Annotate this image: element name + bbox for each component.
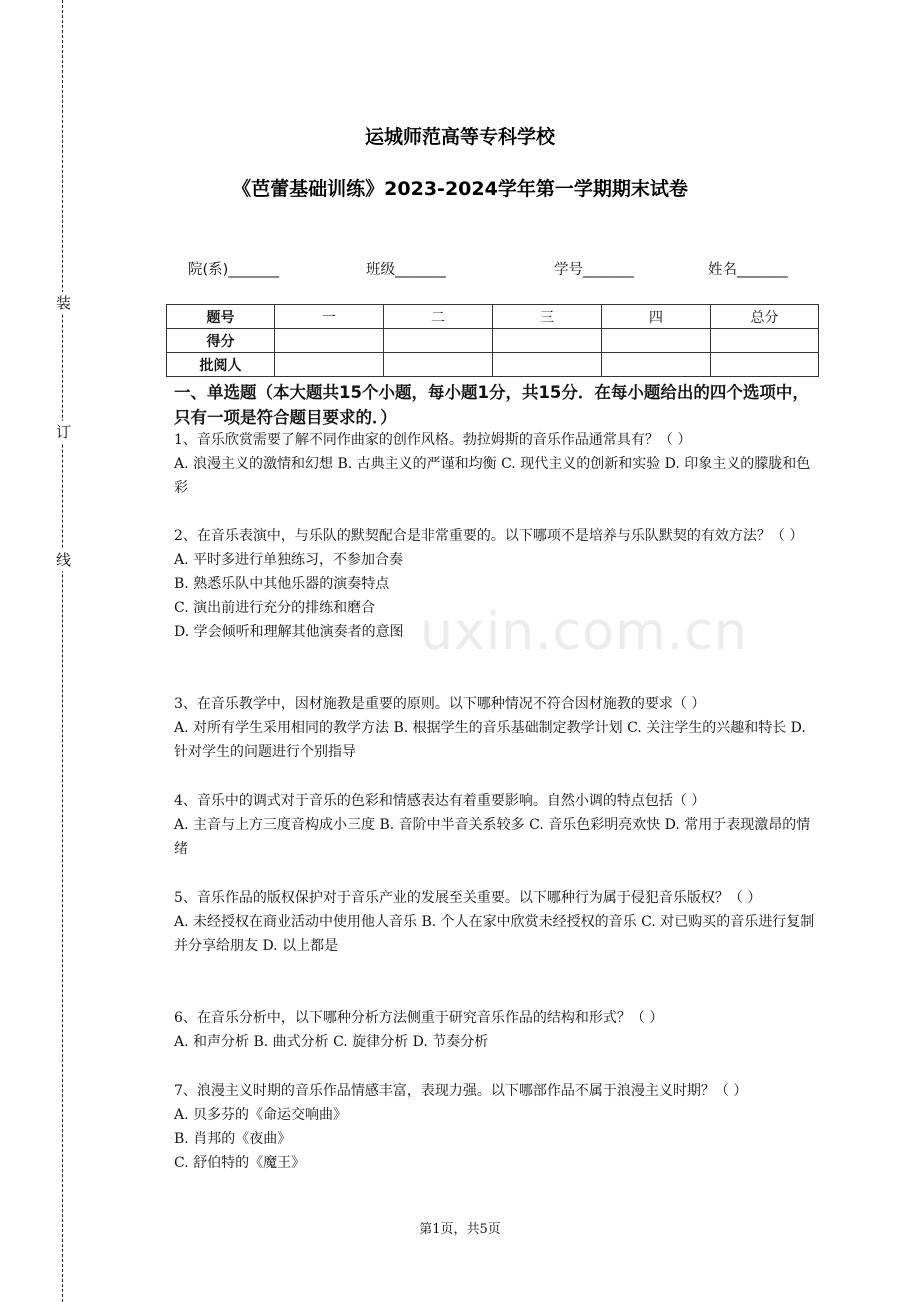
section-title: 一、单选题（本大题共15个小题，每小题1分，共15分．在每小题给出的四个选项中，只有一项是符合题目要求的．） [174, 383, 809, 427]
score-cell [602, 329, 711, 353]
score-table-row [167, 353, 819, 377]
question-stem: 1、音乐欣赏需要了解不同作曲家的创作风格。勃拉姆斯的音乐作品通常具有？（ ） [174, 432, 692, 448]
score-cell: 一 [275, 305, 384, 329]
question-stem: 2、在音乐表演中，与乐队的默契配合是非常重要的。以下哪项不是培养与乐队默契的有效方法？（ ） [174, 528, 804, 544]
score-table-row [167, 329, 819, 353]
question-stem: 7、浪漫主义时期的音乐作品情感丰富，表现力强。以下哪部作品不属于浪漫主义时期？（ ） [174, 1083, 748, 1099]
question-options: A. 对所有学生采用相同的教学方法 B. 根据学生的音乐基础制定教学计划 C. 关注学生的兴趣和特长 D. 针对学生的问题进行个别指导 [174, 720, 806, 760]
binding-char-zhuang: 装 [56, 294, 72, 312]
question-4 [174, 789, 820, 861]
score-table [166, 304, 819, 377]
info-department: 院(系)_______ [188, 262, 280, 278]
question-5 [174, 886, 820, 958]
score-cell [711, 329, 819, 353]
score-cell [384, 329, 493, 353]
question-7 [174, 1079, 820, 1175]
binding-char-xian: 线 [56, 551, 72, 569]
question-option: B. 肖邦的《夜曲》 [174, 1131, 292, 1147]
score-cell [493, 353, 602, 377]
question-options: A. 主音与上方三度音构成小三度 B. 音阶中半音关系较多 C. 音乐色彩明亮欢快 D. 常用于表现激昂的情绪 [174, 817, 811, 857]
info-class: 班级_______ [366, 262, 446, 278]
question-stem: 4、音乐中的调式对于音乐的色彩和情感表达有着重要影响。自然小调的特点包括（ ） [174, 793, 706, 809]
question-option: B. 熟悉乐队中其他乐器的演奏特点 [174, 576, 390, 592]
score-cell: 四 [602, 305, 711, 329]
question-option: A. 平时多进行单独练习，不参加合奏 [174, 552, 404, 568]
question-stem: 6、在音乐分析中，以下哪种分析方法侧重于研究音乐作品的结构和形式？（ ） [174, 1010, 664, 1026]
score-cell: 总分 [711, 305, 819, 329]
binding-char-ding: 订 [56, 423, 72, 441]
score-cell [384, 353, 493, 377]
score-cell [711, 353, 819, 377]
exam-title: 《芭蕾基础训练》2023-2024学年第一学期期末试卷 [232, 178, 688, 200]
school-name: 运城师范高等专科学校 [364, 126, 555, 148]
watermark: uxin.com.cn [420, 602, 748, 662]
question-6 [174, 1006, 820, 1054]
question-options: A. 浪漫主义的激情和幻想 B. 古典主义的严谨和均衡 C. 现代主义的创新和实验 D. 印象主义的朦胧和色彩 [174, 456, 811, 496]
question-2 [174, 524, 820, 644]
question-options: A. 未经授权在商业活动中使用他人音乐 B. 个人在家中欣赏未经授权的音乐 C. 对已购买的音乐进行复制并分享给朋友 D. 以上都是 [174, 914, 815, 954]
score-cell [493, 329, 602, 353]
score-cell [602, 353, 711, 377]
question-3 [174, 692, 820, 764]
info-student-id: 学号_______ [554, 262, 634, 278]
question-options: A. 和声分析 B. 曲式分析 C. 旋律分析 D. 节奏分析 [174, 1034, 489, 1050]
question-stem: 5、音乐作品的版权保护对于音乐产业的发展至关重要。以下哪种行为属于侵犯音乐版权？（ ） [174, 890, 762, 906]
question-option: C. 演出前进行充分的排练和磨合 [174, 600, 376, 616]
score-cell [275, 329, 384, 353]
score-cell: 题号 [167, 305, 275, 329]
score-table-header-row [167, 305, 819, 329]
score-cell: 批阅人 [167, 353, 275, 377]
info-name: 姓名_______ [708, 262, 788, 278]
score-cell [275, 353, 384, 377]
score-cell: 二 [384, 305, 493, 329]
score-cell: 得分 [167, 329, 275, 353]
question-option: D. 学会倾听和理解其他演奏者的意图 [174, 624, 404, 640]
question-option: A. 贝多芬的《命运交响曲》 [174, 1107, 348, 1123]
question-1 [174, 428, 820, 500]
score-cell: 三 [493, 305, 602, 329]
question-option: C. 舒伯特的《魔王》 [174, 1155, 306, 1171]
page-footer: 第1页，共5页 [419, 1222, 501, 1237]
question-stem: 3、在音乐教学中，因材施教是重要的原则。以下哪种情况不符合因材施教的要求（ ） [174, 696, 706, 712]
